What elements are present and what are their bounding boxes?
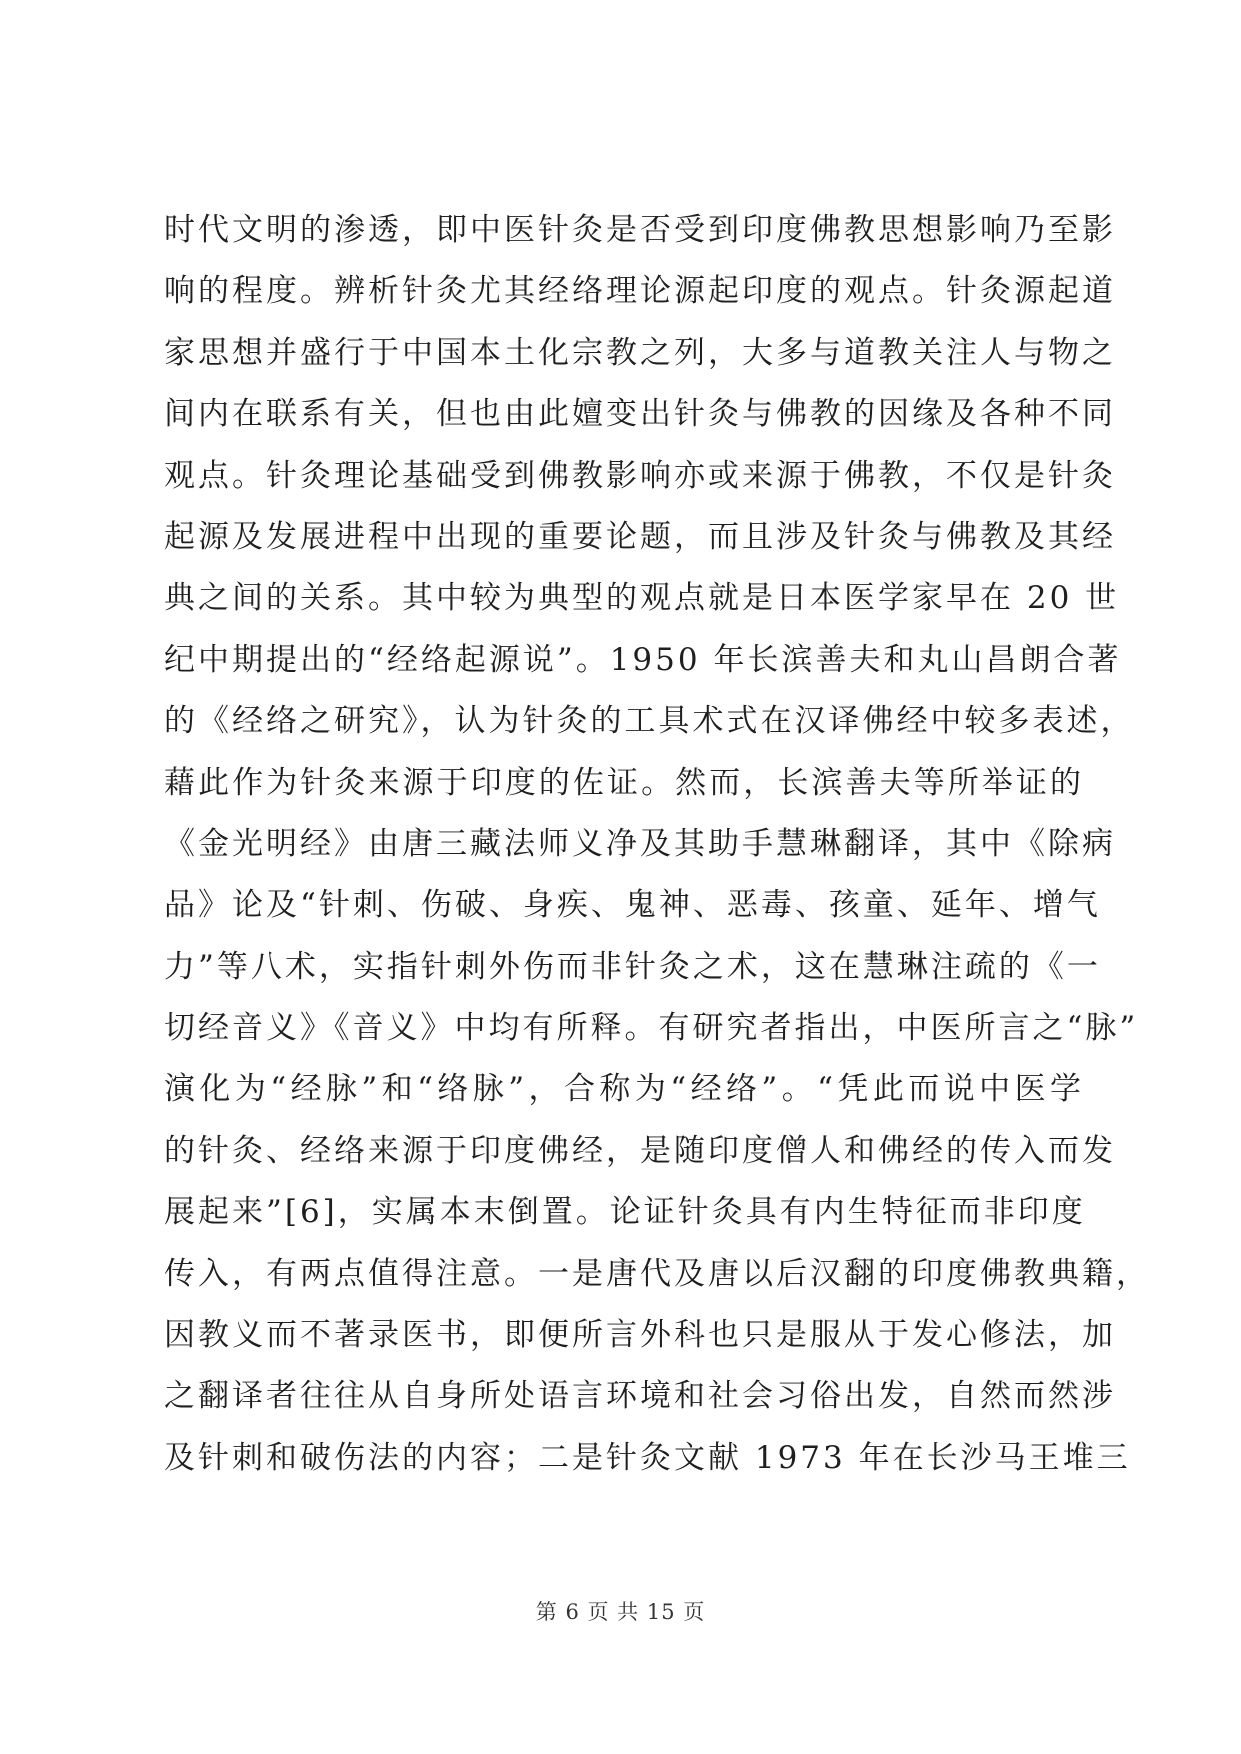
text-line-14: 切经音义》《音义》中均有所释。有研究者指出，中医所言之“脉” (164, 1010, 1139, 1047)
text-line-5: 观点。针灸理论基础受到佛教影响亦或来源于佛教，不仅是针灸 (164, 457, 1116, 494)
text-line-13: 力”等八术，实指针刺外伤而非针灸之术，这在慧琳注疏的《一 (164, 948, 1101, 985)
text-line-10: 藉此作为针灸来源于印度的佐证。然而，长滨善夫等所举证的 (164, 764, 1084, 801)
text-line-19: 因教义而不著录医书，即便所言外科也只是服从于发心修法，加 (164, 1317, 1116, 1354)
text-line-20: 之翻译者往往从自身所处语言环境和社会习俗出发，自然而然涉 (164, 1378, 1116, 1415)
text-line-8: 纪中期提出的“经络起源说”。1950 年长滨善夫和丸山昌朗合著 (164, 641, 1122, 678)
text-line-18: 传入，有两点值得注意。一是唐代及唐以后汉翻的印度佛教典籍， (164, 1255, 1150, 1292)
text-line-4: 间内在联系有关，但也由此嬗变出针灸与佛教的因缘及各种不同 (164, 396, 1116, 433)
text-line-21: 及针刺和破伤法的内容；二是针灸文献 1973 年在长沙马王堆三 (164, 1439, 1131, 1476)
text-line-1: 时代文明的渗透，即中医针灸是否受到印度佛教思想影响乃至影 (164, 212, 1116, 248)
text-line-15: 演化为“经脉”和“络脉”，合称为“经络”。“凭此而说中医学 (164, 1071, 1084, 1108)
page-footer (0, 1596, 1241, 1626)
text-line-11: 《金光明经》由唐三藏法师义净及其助手慧琳翻译，其中《除病 (164, 825, 1116, 862)
page-number-label: 第 6 页 共 15 页 (535, 1600, 706, 1624)
text-line-7: 典之间的关系。其中较为典型的观点就是日本医学家早在 20 世 (164, 580, 1120, 617)
text-line-2: 响的程度。辨析针灸尤其经络理论源起印度的观点。针灸源起道 (164, 273, 1116, 310)
text-line-9: 的《经络之研究》，认为针灸的工具术式在汉译佛经中较多表述， (164, 703, 1135, 740)
text-line-12: 品》论及“针刺、伤破、身疾、鬼神、恶毒、孩童、延年、增气 (164, 887, 1101, 924)
text-line-3: 家思想并盛行于中国本土化宗教之列，大多与道教关注人与物之 (164, 334, 1116, 371)
text-line-6: 起源及发展进程中出现的重要论题，而且涉及针灸与佛教及其经 (164, 518, 1116, 555)
body-text (164, 200, 1150, 1489)
text-line-16: 的针灸、经络来源于印度佛经，是随印度僧人和佛经的传入而发 (164, 1132, 1116, 1169)
text-line-17: 展起来”[6]，实属本末倒置。论证针灸具有内生特征而非印度 (164, 1194, 1086, 1231)
